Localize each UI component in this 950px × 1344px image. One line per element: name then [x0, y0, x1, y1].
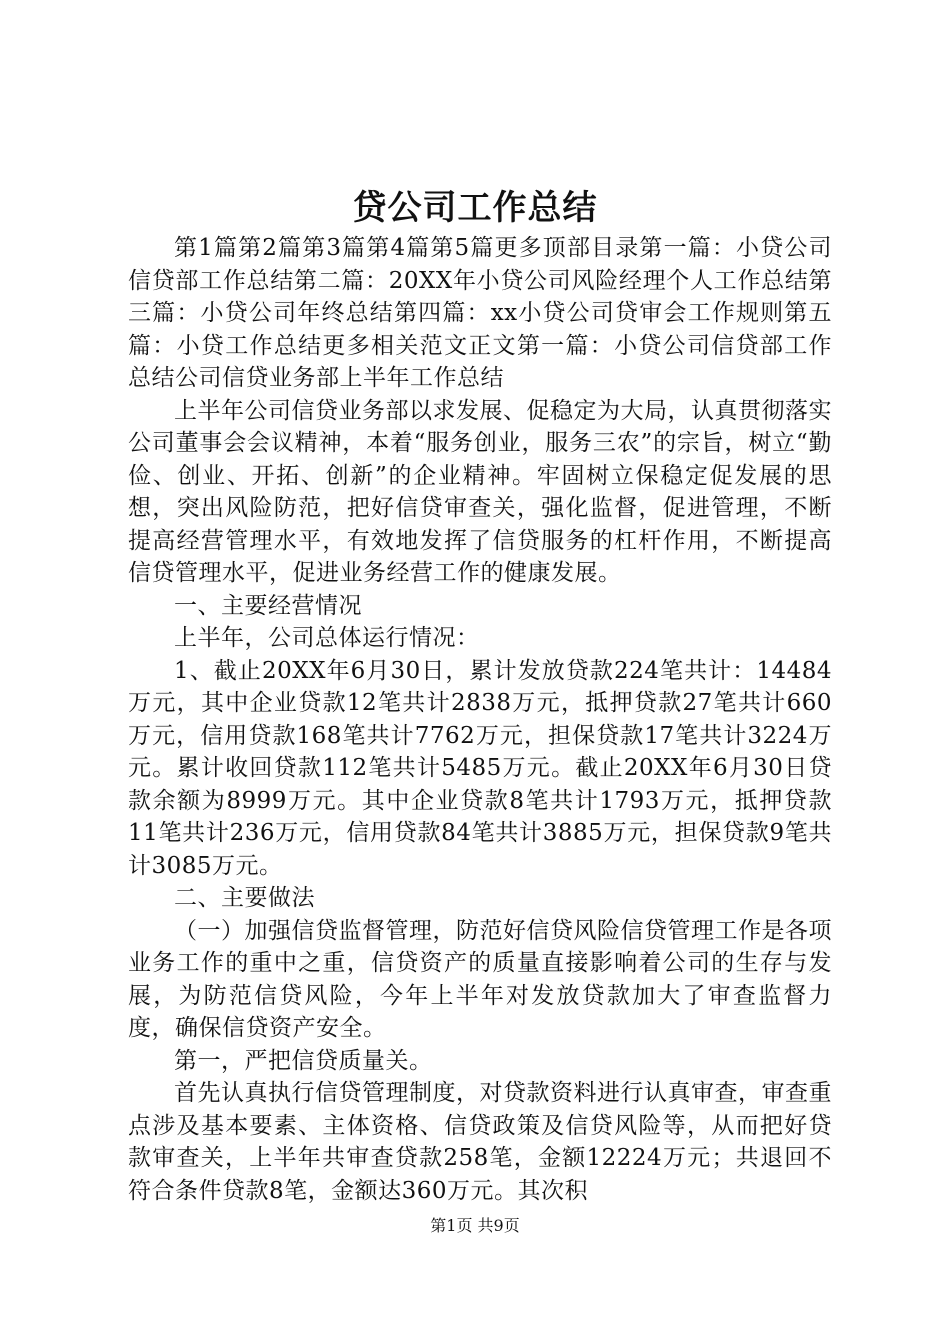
paragraph-toc: 第1篇第2篇第3篇第4篇第5篇更多顶部目录第一篇：小贷公司信贷部工作总结第二篇：20XX年小贷公司风险经理个人工作总结第三篇：小贷公司年终总结第四篇：xx小贷公司贷审会工作规则第五篇：小贷工作总结更多相关范文正文第一篇：小贷公司信贷部工作总结公司信贷业务部上半年工作总结 [128, 235, 832, 391]
paragraph-intro: 上半年公司信贷业务部以求发展、促稳定为大局，认真贯彻落实公司董事会会议精神，本着“服务创业，服务三农”的宗旨，树立“勤俭、创业、开拓、创新”的企业精神。牢固树立保稳定促发展的思想，突出风险防范，把好信贷审查关，强化监督，促进管理，不断提高经营管理水平，有效地发挥了信贷服务的杠杆作用，不断提高信贷管理水平，促进业务经营工作的健康发展。 [128, 397, 832, 586]
heading-main-operations: 一、主要经营情况 [174, 592, 362, 619]
document-body [128, 232, 832, 1207]
document-title: 贷公司工作总结 [352, 188, 598, 228]
paragraph-quality: 第一，严把信贷质量关。 [174, 1047, 433, 1074]
page-footer: 第1页 共9页 [430, 1216, 520, 1235]
paragraph-overall: 上半年，公司总体运行情况： [174, 625, 480, 651]
paragraph-review: 首先认真执行信贷管理制度，对贷款资料进行认真审查，审查重点涉及基本要素、主体资格、信贷政策及信贷风险等，从而把好贷款审查关，上半年共审查贷款258笔，金额12224万元；共退回不符合条件贷款8笔，金额达360万元。其次积 [128, 1080, 832, 1204]
paragraph-supervision: （一）加强信贷监督管理，防范好信贷风险信贷管理工作是各项业务工作的重中之重，信贷资产的质量直接影响着公司的生存与发展，为防范信贷风险，今年上半年对发放贷款加大了审查监督力度，确保信贷资产安全。 [128, 917, 832, 1041]
paragraph-loan-figures: 1、截止20XX年6月30日，累计发放贷款224笔共计：14484万元，其中企业贷款12笔共计2838万元，抵押贷款27笔共计660万元，信用贷款168笔共计7762万元，担保贷款17笔共计3224万元。累计收回贷款112笔共计5485万元。截止20XX年6月30日贷款余额为8999万元。其中企业贷款8笔共计1793万元，抵押贷款11笔共计236万元，信用贷款84笔共计3885万元，担保贷款9笔共计3085万元。 [128, 657, 832, 879]
heading-main-practices: 二、主要做法 [174, 885, 315, 911]
